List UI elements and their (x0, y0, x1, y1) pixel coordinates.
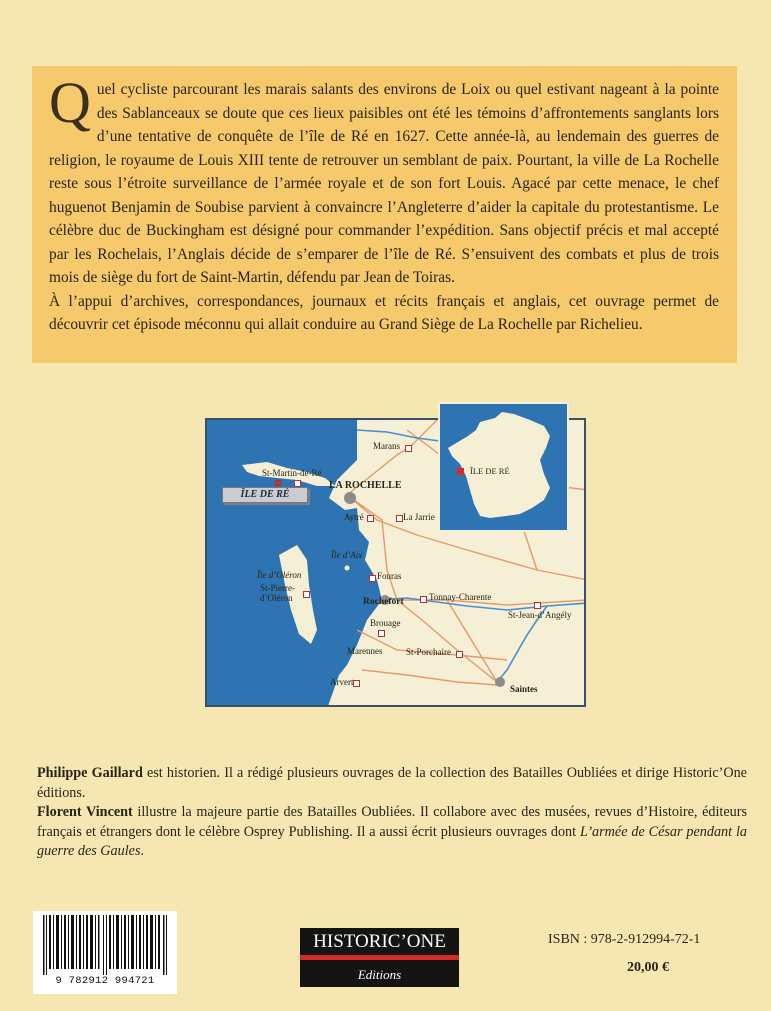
bio-2-end: . (140, 843, 145, 859)
publisher-subtitle: Editions (300, 960, 459, 987)
town-marker (405, 445, 412, 452)
publisher-logo: HISTORIC’ONE (300, 928, 459, 955)
town-marker (420, 596, 427, 603)
label-marennes: Marennes (347, 646, 383, 656)
bio-2 (37, 803, 747, 862)
label-arvert: Arvert (330, 677, 354, 687)
france-outline (448, 412, 550, 518)
label-ile-oleron: Île d’Oléron (257, 570, 302, 580)
dropcap: Q (49, 70, 91, 135)
label-st-martin: St-Martin-de-Ré (262, 468, 322, 478)
ile-de-re-badge: ÎLE DE RÉ (222, 487, 308, 503)
label-la-rochelle: LA ROCHELLE (329, 480, 402, 491)
author-name-1: Philippe Gaillard (37, 765, 143, 781)
saintes-area (495, 677, 505, 687)
summary-text (49, 70, 719, 337)
town-marker (275, 480, 281, 486)
bio-1 (37, 764, 747, 803)
town-marker (367, 515, 374, 522)
town-marker (369, 575, 376, 582)
label-rochefort: Rochefort (363, 597, 404, 607)
inset-label: ÎLE DE RÉ (470, 466, 510, 476)
town-marker (353, 680, 360, 687)
label-marans: Marans (373, 441, 400, 451)
barcode-bars (33, 911, 177, 975)
author-name-2: Florent Vincent (37, 804, 133, 820)
label-aytre: Aytré (344, 512, 364, 522)
summary-paragraph-2: À l’appui d’archives, correspondances, journaux et récits français et anglais, cet ouvrage permet de découvrir cet épisode méconnu qui allait conduire au Grand Siège de La Rochelle par Richelieu. (49, 292, 719, 333)
town-marker (303, 591, 310, 598)
summary-paragraph-1 (49, 70, 719, 290)
town-marker (294, 480, 301, 487)
isbn: ISBN : 978-2-912994-72-1 (548, 932, 701, 947)
label-tonnay: Tonnay-Charente (429, 592, 492, 602)
town-marker (534, 602, 541, 609)
label-ile-aix: Île d’Aix (331, 550, 363, 560)
label-st-pierre: St-Pierre-d’Oléron (260, 583, 295, 603)
label-brouage: Brouage (370, 618, 401, 628)
label-st-jean: St-Jean-d’Angély (508, 610, 572, 620)
town-marker (456, 651, 463, 658)
author-bios (37, 764, 747, 862)
label-fouras: Fouras (377, 571, 402, 581)
summary-paragraph-1-text: uel cycliste parcourant les marais salants des environs de Loix ou quel estivant nageant à la pointe des Sablanceaux se doute que ces lieux paisibles ont été les témoins d’affrontements sanglants lors d’une tentative de conquête de l’île de Ré en 1627. Cette année-là, au lendemain des guerres de religion, le royaume de Louis XIII tente de retrouver un semblant de paix. Pourtant, la ville de La Rochelle reste sous l’étroite surveillance de l’armée royale et de son fort Louis. Agacé par cette menace, le chef huguenot Benjamin de Soubise parvient à convaincre l’Angleterre d’aider la capitale du protestantisme. Le célèbre duc de Buckingham est désigné pour commander l’expédition. Sans objectif précis et mal accepté par les Rochelais, l’Anglais décide de s’emparer de l’île de Ré. S’ensuivent des combats et plus de trois mois de siège du fort de Saint-Martin, défendu par Jean de Toiras. (49, 81, 719, 286)
la-rochelle-area (344, 492, 356, 504)
france-inset (438, 402, 569, 532)
price: 20,00 € (627, 960, 669, 975)
bio-2-text: illustre la majeure partie des Batailles Oubliées. Il collabore avec des musées, revues d’Histoire, éditeurs français et étrangers dont le célèbre Osprey Publishing. Il a aussi écrit plusieurs ouvrages dont (37, 804, 747, 840)
book-title: L’armée de César pendant la guerre des Gaules (37, 823, 747, 859)
town-marker (396, 515, 403, 522)
label-st-porchaire: St-Porchaire (406, 647, 451, 657)
label-saintes: Saintes (510, 684, 538, 694)
barcode-number: 9 782912 994721 (55, 975, 155, 987)
town-marker (378, 630, 385, 637)
bio-1-text: est historien. Il a rédigé plusieurs ouvrages de la collection des Batailles Oubliées et dirige Historic’One éditions. (37, 765, 747, 801)
label-la-jarrie: La Jarrie (403, 512, 435, 522)
